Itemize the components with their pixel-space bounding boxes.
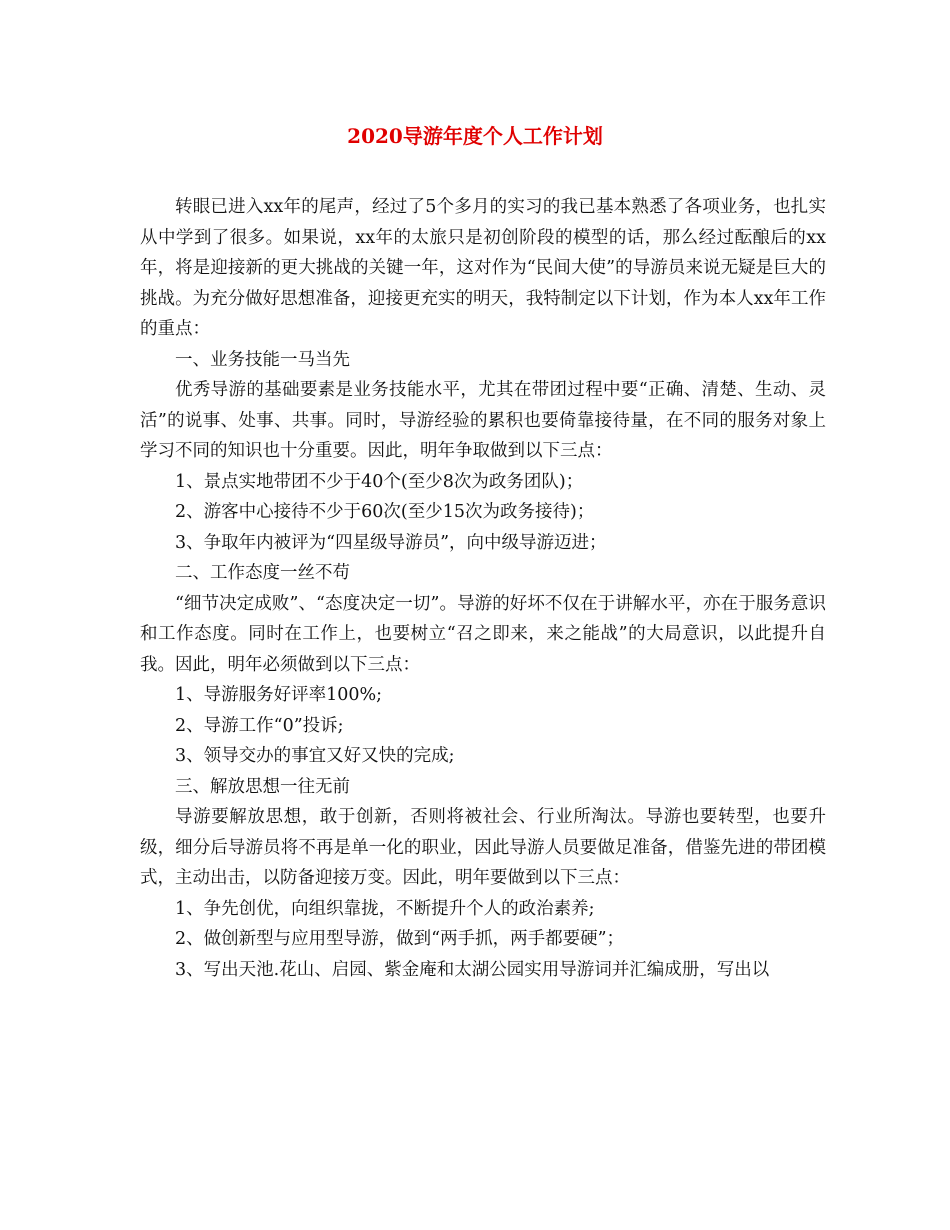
list-item: 3、写出天池.花山、启园、紫金庵和太湖公园实用导游词并汇编成册，写出以 bbox=[175, 959, 770, 980]
section-heading-3: 三、解放思想一往无前 bbox=[175, 776, 350, 797]
section-3-paragraph: 导游要解放思想，敢于创新，否则将被社会、行业所淘汰。导游也要转型，也要升级，细分后导游员将不再是单一化的职业，因此导游人员要做足准备，借鉴先进的带团模式，主动出击，以防备迎接万变。因此，明年要做到以下三点： bbox=[140, 807, 826, 888]
list-item: 1、争先创优，向组织靠拢，不断提升个人的政治素养; bbox=[175, 898, 595, 919]
section-heading-2: 二、工作态度一丝不苟 bbox=[175, 563, 350, 583]
document-body bbox=[140, 192, 826, 985]
list-item: 1、导游服务好评率100%; bbox=[175, 685, 383, 705]
list-item: 3、争取年内被评为“四星级导游员”，向中级导游迈进； bbox=[175, 532, 607, 553]
list-item: 3、领导交办的事宜又好又快的完成; bbox=[175, 746, 455, 766]
section-heading-1: 一、业务技能一马当先 bbox=[175, 349, 350, 370]
section-1-paragraph: 优秀导游的基础要素是业务技能水平，尤其在带团过程中要“正确、清楚、生动、灵活”的说事、处事、共事。同时，导游经验的累积也要倚靠接待量，在不同的服务对象上学习不同的知识也十分重要。因此，明年争取做到以下三点： bbox=[140, 380, 826, 461]
list-item: 2、导游工作“0”投诉; bbox=[175, 715, 344, 736]
list-item: 1、景点实地带团不少于40个(至少8次为政务团队)； bbox=[175, 471, 584, 492]
section-2-paragraph: “细节决定成败”、“态度决定一切”。导游的好坏不仅在于讲解水平，亦在于服务意识和工作态度。同时在工作上，也要树立“召之即来，来之能战”的大局意识，以此提升自我。因此，明年必须做到以下三点： bbox=[140, 593, 826, 675]
intro-paragraph: 转眼已进入xx年的尾声，经过了5个多月的实习的我已基本熟悉了各项业务，也扎实从中学到了很多。如果说，xx年的太旅只是初创阶段的模型的话，那么经过酝酿后的xx年，将是迎接新的更大挑战的关键一年，这对作为“民间大使”的导游员来说无疑是巨大的挑战。为充分做好思想准备，迎接更充实的明天，我特制定以下计划，作为本人xx年工作的重点： bbox=[140, 197, 826, 339]
list-item: 2、做创新型与应用型导游，做到“两手抓，两手都要硬”； bbox=[175, 929, 625, 949]
list-item: 2、游客中心接待不少于60次(至少15次为政务接待)； bbox=[175, 502, 595, 522]
document-title: 2020导游年度个人工作计划 bbox=[347, 124, 603, 148]
